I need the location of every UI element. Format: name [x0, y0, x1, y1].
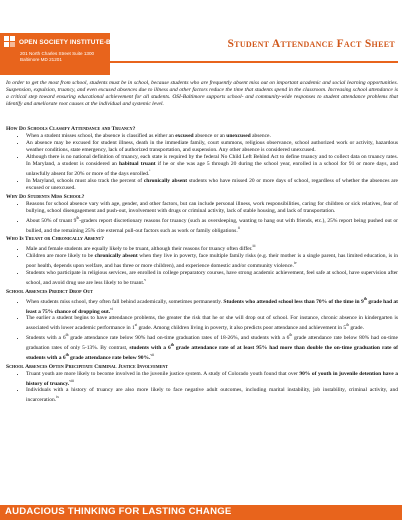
- bullet-list: [6, 296, 398, 362]
- bullet-item: • An absence may be excused for student illness, death in the immediate family, court summons, religious observance, school authorized work or activity, hazardous weather conditions, state emergency, lack of authorized transportation, and suspension. Any other absence is considered unexcused.: [26, 140, 398, 154]
- org-address-line-2: Baltimore MD 21201: [20, 56, 62, 62]
- bullet-item: • Students with a 6th grade attendance rate below 90% had on-time graduation rates of 18-26%, and students with a 6th grade attendance rate below 80% had on-time graduation rates of only 5-13%. By contrast, students with a 6th grade attendance rate of at least 95% had more than double the on-time graduation rate of students with a 6th grade attendance rate below 90%.$^{vii}$: [26, 332, 398, 361]
- section-heading: Why Do Students Miss School?: [6, 193, 85, 200]
- bullet-list: [6, 201, 398, 234]
- bullet-item: • Students who participate in religious services, are enrolled in college preparatory courses, have strong academic achievement, feel safe at school, have supervision after school, and avoid drug use are less likely to be truant.$^v$: [26, 270, 398, 287]
- section: [6, 126, 398, 191]
- bullet-item: • Individuals with a history of truancy are also more likely to face negative adult outcomes, including marital instability, job instability, criminal activity, and incarceration.$^{ix}$: [26, 387, 398, 404]
- bullet-item: • Male and female students are equally likely to be truant, although their reasons for truancy often differ.$^{iii}$: [26, 243, 398, 253]
- bullet-list: [6, 371, 398, 404]
- bullet-item: • Reasons for school absence vary with age, gender, and other factors, but can include personal illness, work responsibilities, caring for children or sick relatives, fear of bullying, school disengagement and push-out, involvement with drugs or criminal activity, lack of stable housing, and lack of transportation.: [26, 201, 398, 215]
- org-logo: [4, 36, 144, 48]
- bullet-item: • When students miss school, they often fall behind academically, sometimes permanently. Students who attended school less than 70% of the time in 9th grade had at least a 75% chance of dropping out.$^{vi}$: [26, 296, 398, 316]
- bullet-list: [6, 133, 398, 191]
- bullet-list: [6, 243, 398, 286]
- org-name: OPEN SOCIETY INSTITUTE-BALTIMORE: [19, 38, 145, 46]
- footer-banner: [0, 505, 402, 520]
- content-sections: [6, 124, 398, 404]
- bullet-item: • Although there is no national definition of truancy, each state is required by the federal No Child Left Behind Act to define truancy and to collect data on truancy rates. In Maryland, a student is considered an habitual truant if he or she was age 5 through 20 during the school year, enrolled in a school for 91 or more days, and unlawfully absent for 20% or more of the days enrolled.$^{^1}$: [26, 154, 398, 178]
- bullet-item: • Truant youth are more likely to become involved in the juvenile justice system. A study of Colorado youth found that over 90% of youth in juvenile detention have a history of truancy.$^{viii}$: [26, 371, 398, 388]
- header: [0, 0, 402, 68]
- org-address: [20, 51, 94, 63]
- section-heading: School Absences Predict Drop Out: [6, 288, 93, 295]
- section-heading: School Absences Often Precipitate Criminal Justice Involvement: [6, 363, 168, 370]
- bullet-item: • Children are more likely to be chronically absent when they live in poverty, face multiple family risks (e.g. their mother is a single parent, has limited education, is in poor health, depends upon welfare, and has three or more children), and experience domestic and/or community violence.$^{iv}$: [26, 253, 398, 270]
- page-title: Student Attendance Fact Sheet: [227, 38, 395, 50]
- bullet-item: • In Maryland, schools must also track the percent of chronically absent students who have missed 20 or more days of school, regardless of whether the absences are excused or unexcused.: [26, 178, 398, 192]
- bullet-item: • When a student misses school, the absence is classified as either an excused absence or an unexcused absence.: [26, 133, 398, 140]
- logo-icon: [4, 36, 16, 48]
- header-rule: [110, 61, 398, 63]
- section-heading: How Do Schools Classify Attendance and Truancy?: [6, 126, 136, 133]
- section-heading: Who Is Truant or Chronically Absent?: [6, 236, 104, 243]
- section: [6, 236, 398, 286]
- footer-tagline: AUDACIOUS THINKING FOR LASTING CHANGE: [5, 506, 232, 517]
- bullet-item: • The earlier a student begins to have attendance problems, the greater the risk that he or she will drop out of school. For instance, chronic absence in kindergarten is associated with lower academic performance in 1st grade. Among children living in poverty, it also predicts poor attendance and achievement in 5th grade.: [26, 315, 398, 332]
- section: [6, 194, 398, 234]
- section: [6, 364, 398, 404]
- intro-paragraph: In order to get the most from school, students must be in school, because students who are frequently absent miss out on important academic and social learning opportunities. Suspension, expulsion, truancy, and even excused absences due to illness and other factors reduce the time that students spend in the classroom. Increasing school attendance is a critical step toward ensuring educational achievement for all students. OSI-Baltimore supports school- and community-wide responses to student attendance problems that identify and ameliorate root causes at the individual and systemic level.: [6, 80, 398, 108]
- bullet-item: • About 50% of truant 9th-graders report discretionary reasons for truancy (such as oversleeping, wanting to hang out with friends, etc.), 25% report being pushed out or bullied, and the remaining 25% cite external pull-out factors such as work or family obligations.$^{ii}$: [26, 215, 398, 235]
- org-address-line-1: 201 North Charles Street Suite 1300: [20, 51, 95, 56]
- section: [6, 289, 398, 362]
